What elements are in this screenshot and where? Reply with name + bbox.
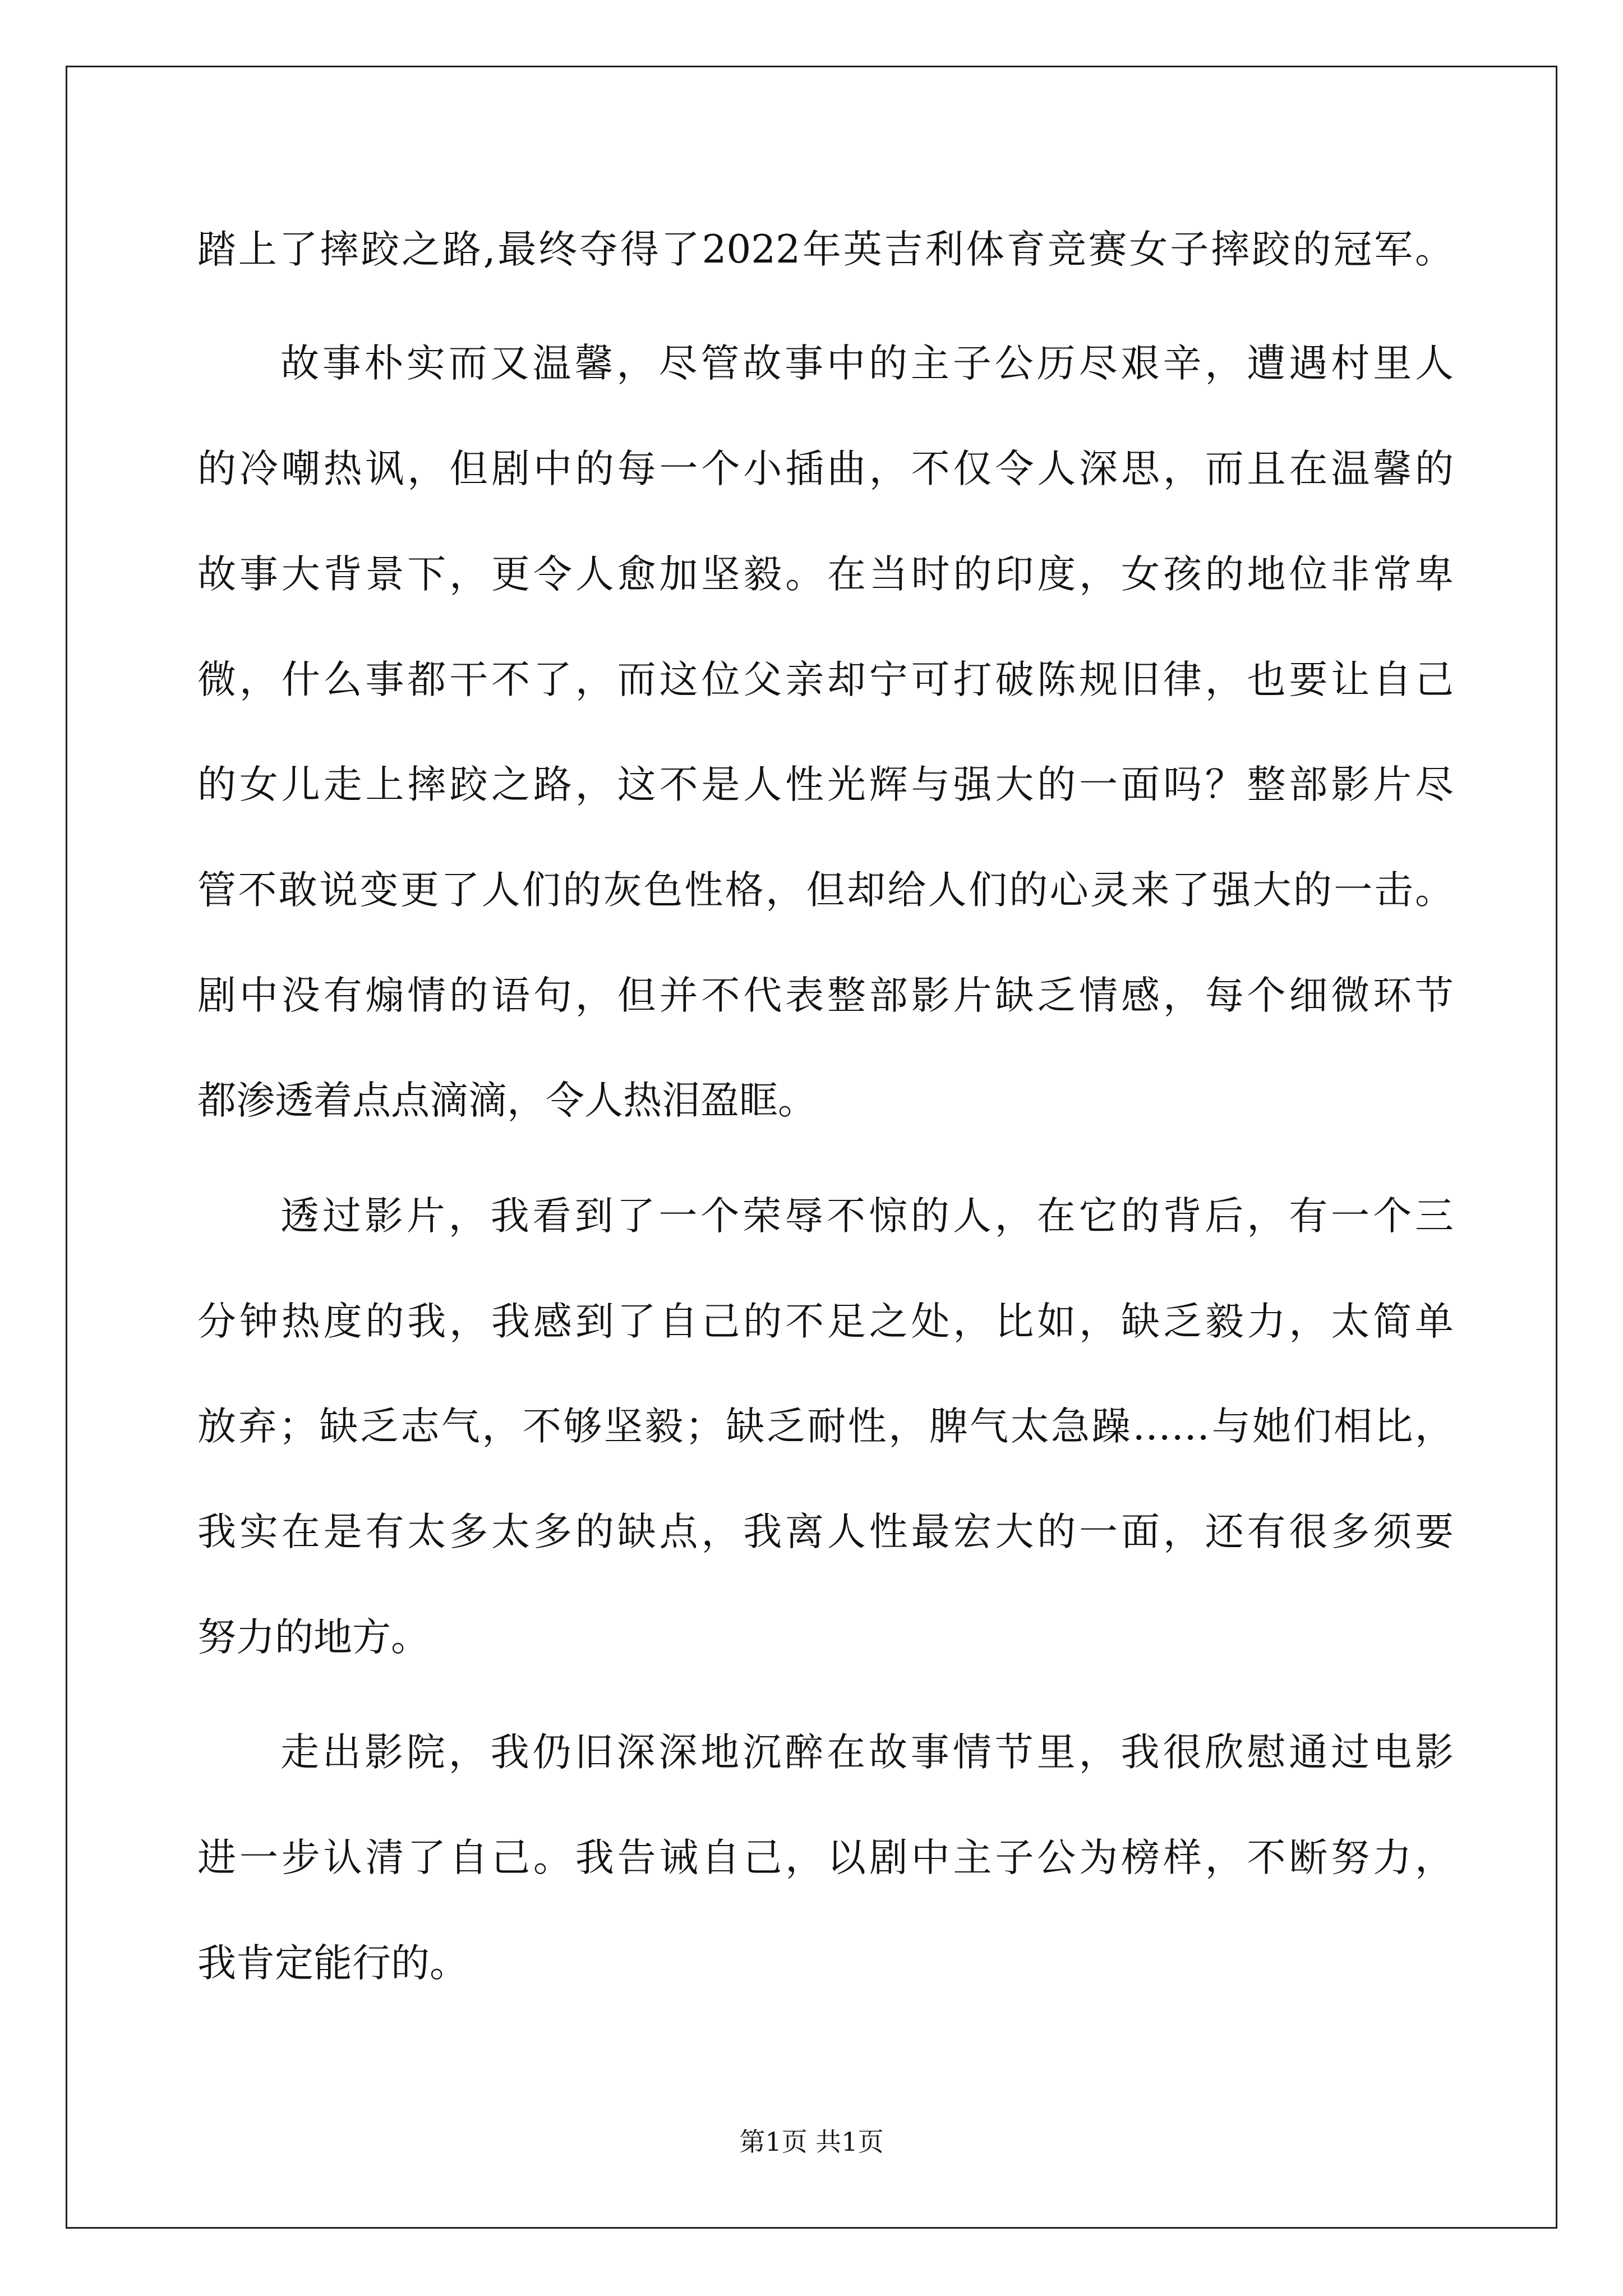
body-line-1: 踏上了摔跤之路,最终夺得了2022年英吉利体育竞赛女子摔跤的冠军。 [197,227,1454,272]
body-line-17: 我肯定能行的。 [197,1941,468,1986]
body-line-13: 我实在是有太多太多的缺点，我离人性最宏大的一面，还有很多须要 [197,1510,1454,1554]
body-line-14: 努力的地方。 [197,1615,430,1660]
body-line-7: 管不敢说变更了人们的灰色性格，但却给人们的心灵来了强大的一击。 [197,868,1454,913]
body-line-8: 剧中没有煽情的语句，但并不代表整部影片缺乏情感，每个细微环节 [197,973,1454,1018]
body-line-2: 故事朴实而又温馨，尽管故事中的主子公历尽艰辛，遭遇村里人 [280,341,1454,386]
body-line-3: 的冷嘲热讽，但剧中的每一个小插曲，不仅令人深思，而且在温馨的 [197,447,1454,491]
body-line-9: 都渗透着点点滴滴，令人热泪盈眶。 [197,1078,817,1123]
page-number-footer: 第1页 共1页 [739,2127,884,2157]
body-line-15: 走出影院，我仍旧深深地沉醉在故事情节里，我很欣慰通过电影 [280,1730,1454,1775]
body-line-11: 分钟热度的我，我感到了自己的不足之处，比如，缺乏毅力，太简单 [197,1299,1454,1344]
body-line-5: 微，什么事都干不了，而这位父亲却宁可打破陈规旧律，也要让自己 [197,657,1454,702]
body-line-16: 进一步认清了自己。我告诫自己，以剧中主子公为榜样，不断努力， [197,1835,1454,1880]
body-line-6: 的女儿走上摔跤之路，这不是人性光辉与强大的一面吗？整部影片尽 [197,762,1454,807]
body-line-10: 透过影片，我看到了一个荣辱不惊的人，在它的背后，有一个三 [280,1194,1454,1239]
body-line-4: 故事大背景下，更令人愈加坚毅。在当时的印度，女孩的地位非常卑 [197,552,1454,597]
body-line-12: 放弃；缺乏志气，不够坚毅；缺乏耐性，脾气太急躁……与她们相比， [197,1404,1454,1449]
